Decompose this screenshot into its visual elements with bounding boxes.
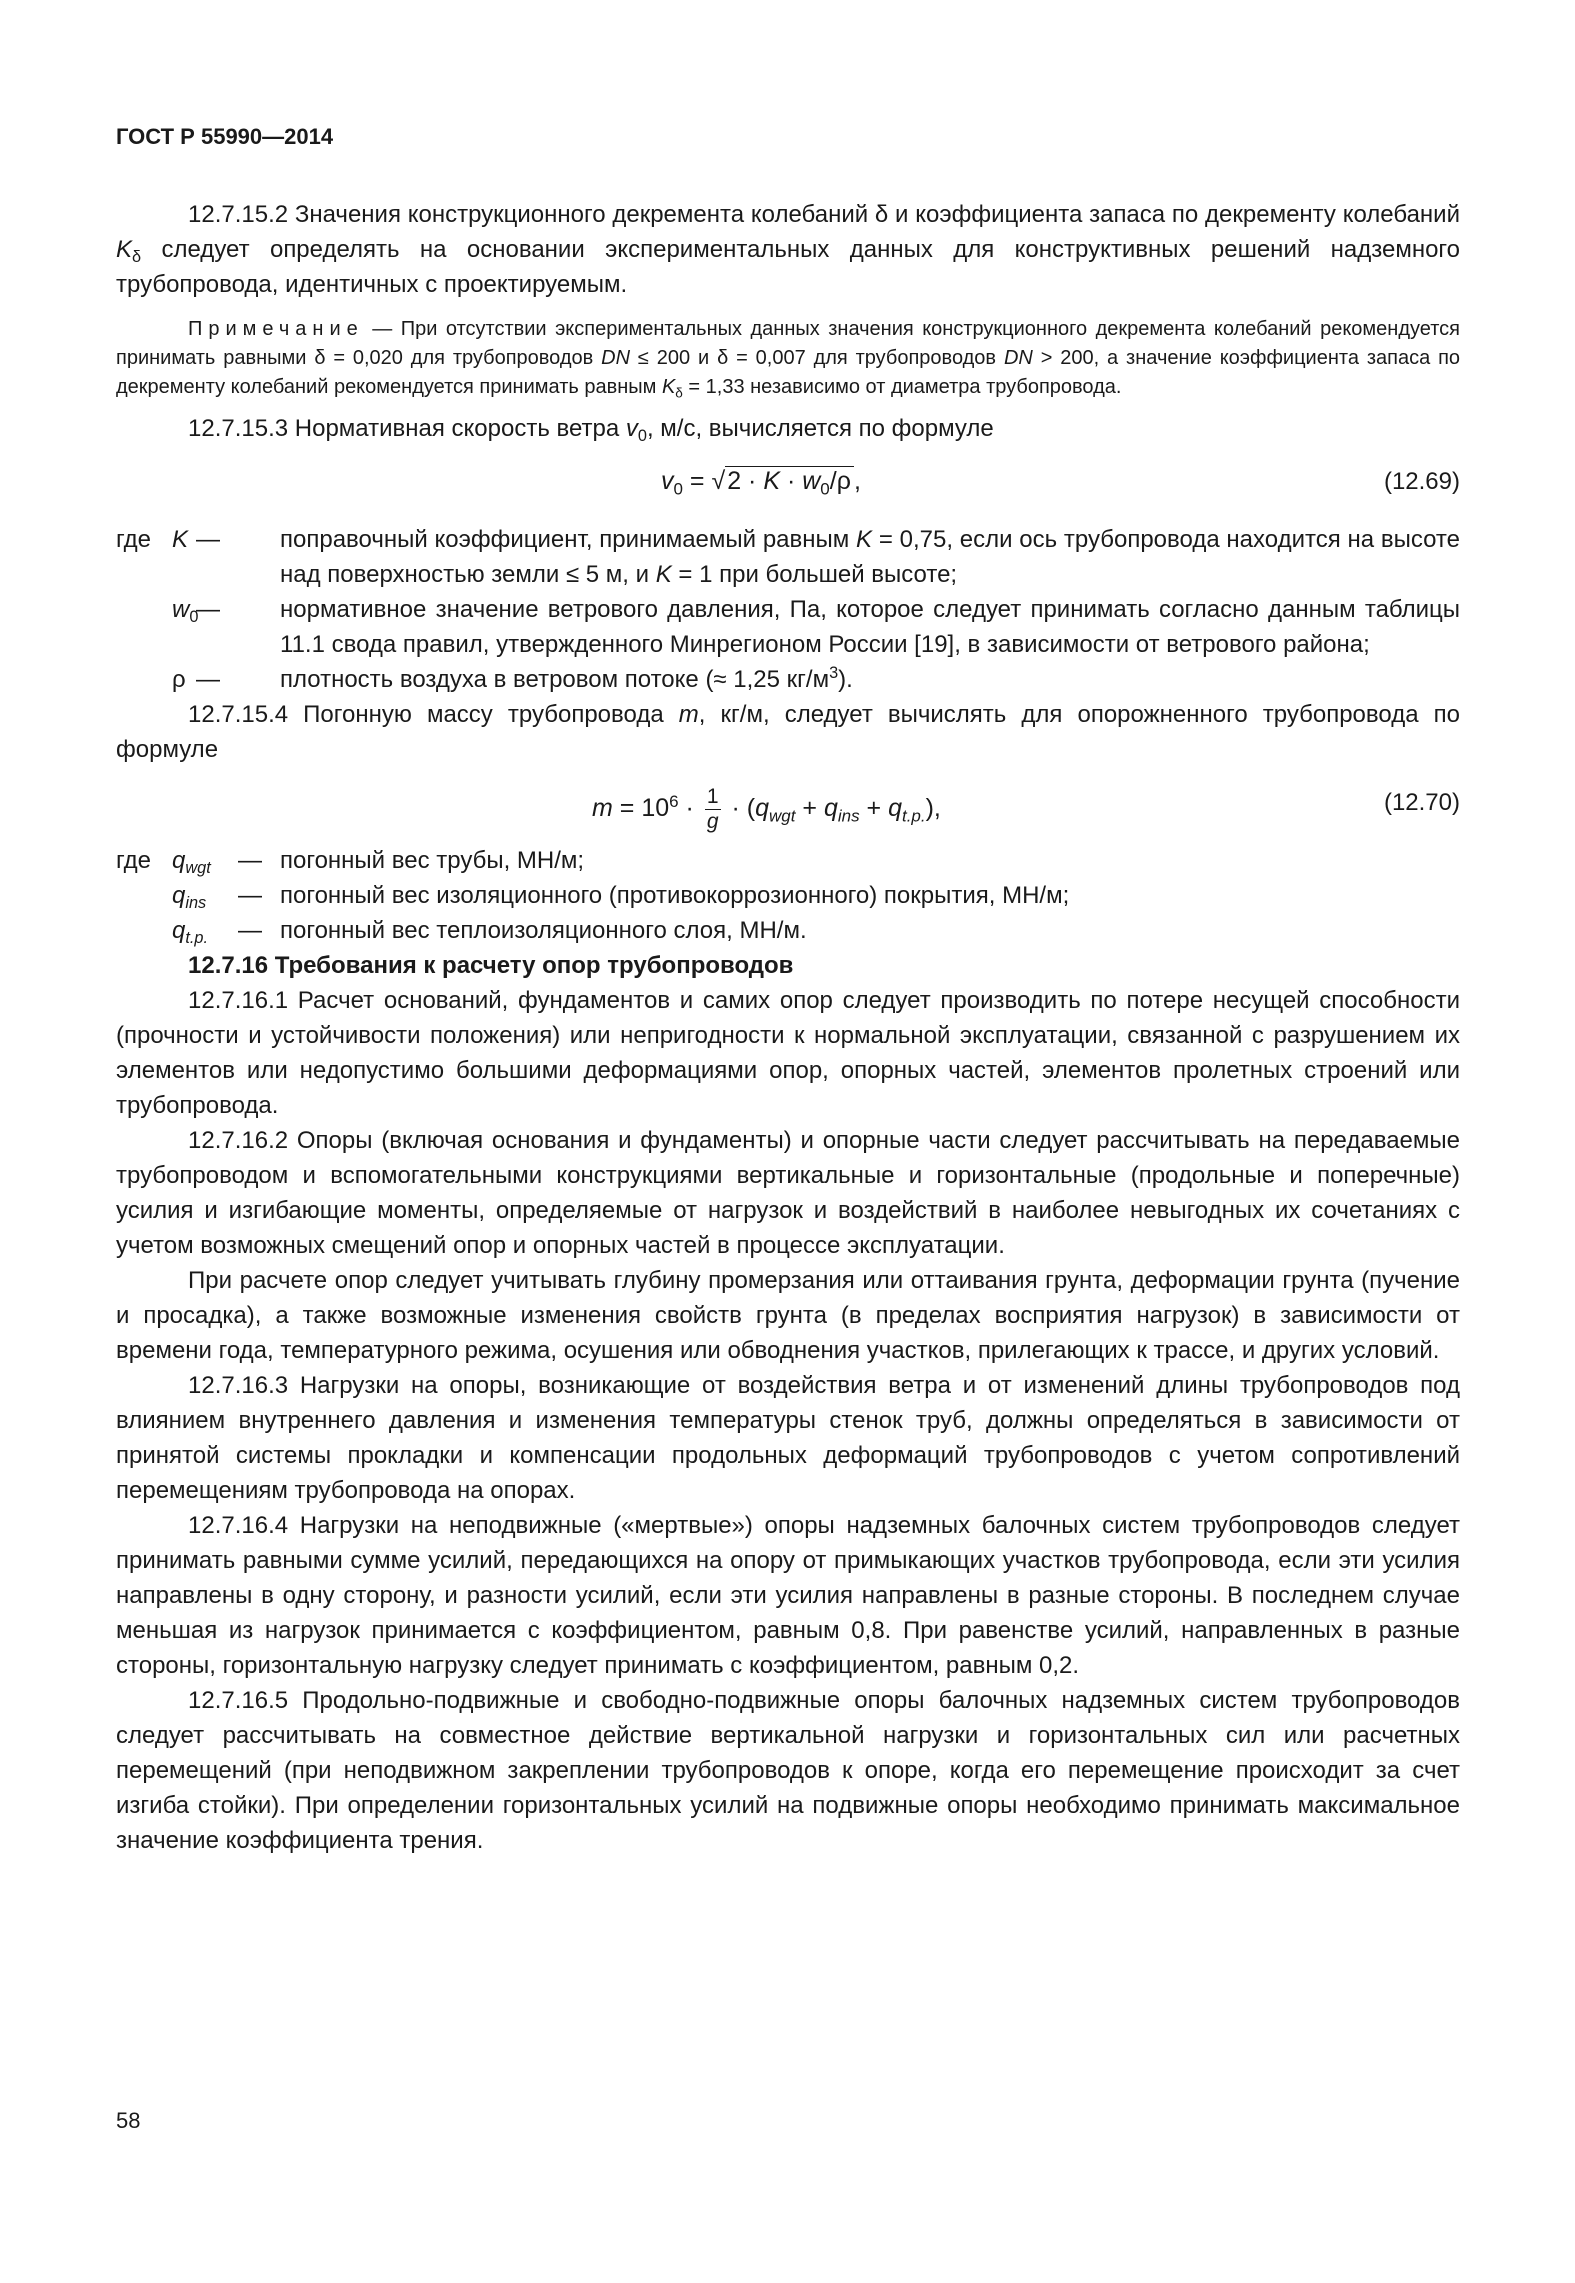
note-label: Примечание — [188, 318, 364, 340]
math-subscript — [838, 807, 860, 826]
clause-12-7-16-4: 12.7.16.4 Нагрузки на неподвижные («мертвые») опоры надземных балочных систем трубопроводов следует принимать равными сумме усилий, передающихся на опору от примыкающих участков трубопровода, если эти усилия направлены в одну сторону, и разности усилий, если эти усилия направлены в разные стороны. В последнем случае меньшая из нагрузок принимается с коэффициентом, равным 0,8. При равенстве усилий, направленных в разные стороны, горизонтальную нагрузку следует принимать с коэффициентом, равным 0,2. — [116, 1512, 1460, 1679]
math-subscript-text: wgt — [768, 806, 796, 826]
math-text: /ρ — [829, 467, 851, 495]
text-run: погонный вес теплоизоляционного слоя, МН/м. — [280, 917, 807, 944]
standard-id-header: ГОСТ Р 55990—2014 — [116, 124, 334, 149]
dash: — — [238, 917, 262, 944]
legend-text — [196, 662, 1460, 697]
math-symbol: K — [856, 526, 873, 553]
text-run: 12.7.15.3 Нормативная скорость ветра — [188, 415, 626, 442]
clause-12-7-16-5: 12.7.16.5 Продольно-подвижные и свободно-подвижные опоры балочных надземных систем трубопроводов следует рассчитывать на совместное действие вертикальной нагрузки и горизонтальных сил или расчетных перемещений (при неподвижном закреплении трубопроводов к опоре, когда его перемещение происходит за счет изгиба стойки). При определении горизонтальных усилий на подвижные опоры необходимо принимать максимальное значение коэффициента трения. — [116, 1687, 1460, 1854]
math-subscript — [902, 807, 926, 826]
clause-12-7-16-2: 12.7.16.2 Опоры (включая основания и фундаменты) и опорные части следует рассчитывать на передаваемые трубопроводом и вспомогательными конструкциями вертикальные и горизонтальные (продольные и поперечные) усилия и изгибающие моменты, определяемые от нагрузок и воздействий в наиболее невыгодных их сочетаниях с учетом возможных смещений опор и опорных частей в процессе эксплуатации. — [116, 1127, 1460, 1259]
text-run: , кг/м, следует вычислять для опорожненного трубопровода по формуле — [116, 701, 1460, 763]
text-run: ). — [838, 666, 853, 693]
math-symbol: w — [172, 596, 190, 623]
text-run: 12.7.15.2 Значения конструкционного декремента колебаний δ и коэффициента запаса по декременту колебаний — [188, 201, 1460, 228]
dash: — — [238, 847, 262, 874]
text-run: плотность воздуха в ветровом потоке (≈ 1,25 кг/м — [280, 666, 830, 693]
math-text: ), — [925, 794, 941, 823]
math-subscript: 0 — [189, 608, 199, 627]
clause-12-7-16-3: 12.7.16.3 Нагрузки на опоры, возникающие от воздействия ветра и от изменений длины трубопроводов под влиянием внутреннего давления и изменения температуры стенок труб, должны определяться в зависимости от принятой системы прокладки и компенсации продольных деформаций трубопроводов с учетом сопротивлений перемещениям трубопровода на опорах. — [116, 1372, 1460, 1504]
math-text: · ( — [724, 794, 756, 823]
legend-text — [238, 843, 1460, 878]
page-number: 58 — [116, 2108, 141, 2133]
where-label: где — [116, 847, 152, 874]
math-text: · — [678, 794, 701, 823]
math-symbol: ρ — [172, 666, 186, 693]
text-run: = 1 при большей высоте; — [671, 561, 958, 588]
text-run: погонный вес трубы, МН/м; — [280, 847, 585, 874]
math-symbol: w — [802, 467, 821, 495]
legend-symbol — [172, 843, 238, 878]
formula-12-70 — [116, 773, 1460, 839]
math-subscript-text: t.p. — [901, 806, 926, 826]
legend-symbol — [172, 913, 238, 948]
math-superscript: 3 — [829, 664, 839, 683]
math-subscript — [769, 807, 795, 826]
dash: — — [196, 526, 220, 553]
fraction — [705, 785, 721, 834]
math-superscript: 6 — [669, 791, 679, 811]
legend-text — [196, 522, 1461, 592]
clause-12-7-15-3 — [116, 411, 1460, 446]
math-symbol: v — [661, 467, 674, 495]
text-run: нормативное значение ветрового давления, Па, которое следует принимать согласно данным таблицы 11.1 свода правил, утвержденного Минрегионом России [19], в зависимости от ветрового района; — [280, 596, 1460, 658]
math-subscript — [185, 859, 210, 877]
math-subscript-text: ins — [185, 894, 207, 913]
paragraph-frost-depth: При расчете опор следует учитывать глубину промерзания или оттаивания грунта, деформации грунта (пучение и просадка), а также возможные изменения свойств грунта (в пределах восприятия нагрузок) в зависимости от времени года, температурного режима, осушения или обводнения участков, прилегающих к трассе, и других условий. — [116, 1267, 1460, 1364]
math-symbol: q — [172, 917, 186, 944]
equation-number: (12.70) — [1383, 789, 1460, 816]
formula-expression — [592, 785, 941, 834]
math-symbol: m — [678, 701, 699, 728]
where-label: где — [116, 526, 152, 553]
math-symbol: K — [661, 376, 676, 398]
math-symbol: K — [116, 236, 133, 263]
text-run: следует определять на основании экспериментальных данных для конструктивных решений надземного трубопровода, идентичных с проектируемым. — [116, 236, 1460, 298]
dash: — — [238, 882, 262, 909]
equation-number: (12.69) — [1383, 468, 1460, 495]
clause-12-7-15-4 — [116, 697, 1460, 767]
text-run: = 1,33 независимо от диаметра трубопровода. — [682, 376, 1122, 398]
clause-12-7-15-2 — [116, 197, 1460, 302]
legend-text — [238, 878, 1460, 913]
math-text: 2 · — [727, 467, 764, 495]
math-symbol: DN — [601, 347, 631, 369]
text-run: — При отсутствии экспериментальных данных значения конструкционного декремента колебаний рекомендуется принимать равными δ = 0,020 для трубопроводов — [116, 318, 1460, 369]
math-text: + — [859, 794, 889, 823]
text-run: поправочный коэффициент, принимаемый равным — [280, 526, 857, 553]
text-run: > 200, а значение коэффициента запаса по декременту колебаний рекомендуется принимать равным — [116, 347, 1461, 398]
legend-12-70 — [116, 843, 1460, 948]
math-subscript: 0 — [637, 427, 647, 446]
dash: — — [196, 596, 220, 623]
fraction-denominator: g — [706, 810, 719, 833]
formula-expression — [661, 464, 861, 499]
legend-text — [196, 592, 1460, 662]
clause-12-7-16-1: 12.7.16.1 Расчет оснований, фундаментов и самих опор следует производить по потере несущей способности (прочности и устойчивости положения) или непригодности к нормальной эксплуатации, связанной с разрушением их элементов или недопустимо большими деформациями опор, опорных частей, элементов пролетных строений или трубопровода. — [116, 987, 1460, 1119]
note — [116, 315, 1460, 402]
math-symbol: K — [172, 526, 189, 553]
math-subscript-text: t.p. — [185, 929, 209, 948]
math-subscript: 0 — [820, 479, 830, 499]
legend-12-69 — [116, 522, 1460, 697]
math-text: , — [853, 467, 861, 495]
text-run: = 0,75, если ось трубопровода находится на высоте над поверхностью земли ≤ 5 м, и — [280, 526, 1461, 588]
math-symbol: K — [763, 467, 781, 495]
text-run: , м/с, вычисляется по формуле — [646, 415, 994, 442]
math-symbol: q — [172, 882, 186, 909]
dash: — — [196, 666, 220, 693]
radical-sign: √ — [711, 467, 726, 495]
legend-symbol — [172, 878, 238, 913]
formula-12-69 — [116, 452, 1460, 518]
math-symbol: K — [655, 561, 672, 588]
math-subscript: δ — [675, 385, 683, 401]
math-subscript-text: wgt — [185, 859, 211, 878]
math-symbol: q — [888, 794, 902, 823]
math-text: · — [780, 467, 803, 495]
math-symbol: DN — [1003, 347, 1033, 369]
legend-text — [238, 913, 1460, 948]
math-text: = 10 — [612, 794, 670, 823]
math-text: + — [795, 794, 824, 823]
math-subscript: δ — [132, 248, 142, 267]
math-subscript: 0 — [673, 479, 683, 499]
fraction-numerator: 1 — [706, 785, 719, 808]
math-subscript — [185, 929, 208, 947]
math-subscript-text: ins — [837, 806, 860, 826]
page-content — [116, 197, 1460, 1858]
math-subscript — [185, 894, 206, 912]
math-symbol: m — [592, 794, 613, 823]
math-symbol: q — [172, 847, 186, 874]
text-run: ≤ 200 и δ = 0,007 для трубопроводов — [630, 347, 1004, 369]
math-symbol: v — [625, 415, 638, 442]
section-title-12-7-16: 12.7.16 Требования к расчету опор трубопроводов — [188, 952, 794, 979]
radicand — [725, 466, 854, 499]
math-symbol: q — [755, 794, 769, 823]
math-operator: = — [682, 467, 712, 495]
math-symbol: q — [823, 794, 838, 823]
text-run: 12.7.15.4 Погонную массу трубопровода — [188, 701, 679, 728]
text-run: погонный вес изоляционного (противокоррозионного) покрытия, МН/м; — [280, 882, 1070, 909]
